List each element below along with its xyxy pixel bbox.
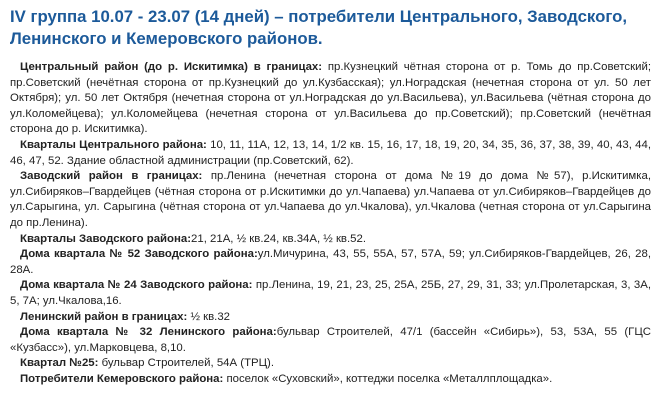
paragraph-heading: Центральный район (до р. Искитимка) в границах:: [20, 61, 323, 73]
paragraph-quarter-52: [10, 247, 651, 278]
paragraph-heading: Кварталы Заводского района:: [20, 232, 192, 245]
paragraph-text: пр.Ленина, 19, 21, 23, 25, 25А, 25Б, 27, 29, 31, 33; ул.Пролетарская, 3, 3А, 5, 7А; ул.Чкалова,16.: [10, 279, 651, 307]
paragraph-heading: Потребители Кемеровского района:: [20, 372, 224, 385]
paragraph-zavodsky-quarters: [10, 232, 651, 248]
paragraph-text: ½ кв.32: [187, 310, 230, 323]
paragraph-heading: Дома квартала № 52 Заводского района:: [20, 248, 258, 261]
document-body: [10, 60, 651, 387]
paragraph-heading: Дома квартала № 32 Ленинского района:: [20, 326, 277, 339]
paragraph-leninsky-district: [10, 310, 651, 326]
paragraph-heading: Ленинский район в границах:: [20, 310, 188, 323]
paragraph-zavodsky-district: [10, 169, 651, 231]
paragraph-quarter-24: [10, 278, 651, 309]
paragraph-heading: Заводский район в границах:: [20, 170, 203, 183]
paragraph-text: бульвар Строителей, 54А (ТРЦ).: [98, 357, 275, 370]
paragraph-text: 10, 11, 11А, 12, 13, 14, 1/2 кв. 15, 16, 17, 18, 19, 20, 34, 35, 36, 37, 38, 39, 40, 43, 44, 46, 47, 52. Здание областной администрации (пр.Советский, 62).: [10, 138, 651, 167]
paragraph-text: 21, 21А, ½ кв.24, кв.34А, ½ кв.52.: [191, 232, 366, 245]
paragraph-heading: Дома квартала № 24 Заводского района:: [20, 279, 253, 292]
paragraph-text: пр.Ленина (нечетная сторона от дома №19 до дома №57), р.Искитимка, ул.Сибиряков–Гвардейцев (чётная сторона от р.Искитимки до ул.Чапаева) ул.Чапаева от ул.Сибиряков–Гвардейцев до ул.Сарыгина, ул. Сарыгина (чётная сторона от ул.Чапаева до ул.Чкалова), ул.Чкалова (четная сторона от ул.Сарыгина до пр.Ленина).: [10, 170, 652, 229]
page-title: IV группа 10.07 - 23.07 (14 дней) – потребители Центрального, Заводского, Ленинского и Кемеровского районов.: [10, 7, 628, 48]
paragraph-text: поселок «Суховский», коттеджи поселка «Металлплощадка».: [223, 372, 553, 385]
paragraph-central-district: [10, 60, 651, 138]
paragraph-text: ул.Мичурина, 43, 55, 55А, 57, 57А, 59; ул.Сибиряков-Гвардейцев, 26, 28, 28А.: [10, 248, 651, 276]
paragraph-quarter-32: [10, 325, 651, 356]
paragraph-kemerovsky-district: [10, 372, 651, 388]
paragraph-text: пр.Кузнецкий чётная сторона от р. Томь до пр.Советский; пр.Советский (нечётная сторона от пр.Кузнецкий до ул.Кузбасская); ул.Ноградская (нечетная сторона от ул. 50 лет Октября); ул. 50 лет Октября (нечетная сторона от ул.Ноградская до ул.Васильева), ул.Васильева (чётная сторона до ул.Коломейцева); ул.Коломейцева (нечетная сторона от ул.Васильева до пр.Советский); пр.Советский (нечётная сторона до р. Искитимка).: [10, 61, 651, 136]
paragraph-heading: Квартал №25:: [20, 357, 99, 370]
paragraph-quarter-25: [10, 356, 651, 372]
paragraph-heading: Кварталы Центрального района:: [20, 138, 207, 151]
paragraph-text: бульвар Строителей, 47/1 (бассейн «Сибирь»), 53, 53А, 55 (ГЦС «Кузбасс»), ул.Марковцева, 8,10.: [10, 326, 651, 354]
paragraph-central-quarters: [10, 138, 651, 169]
